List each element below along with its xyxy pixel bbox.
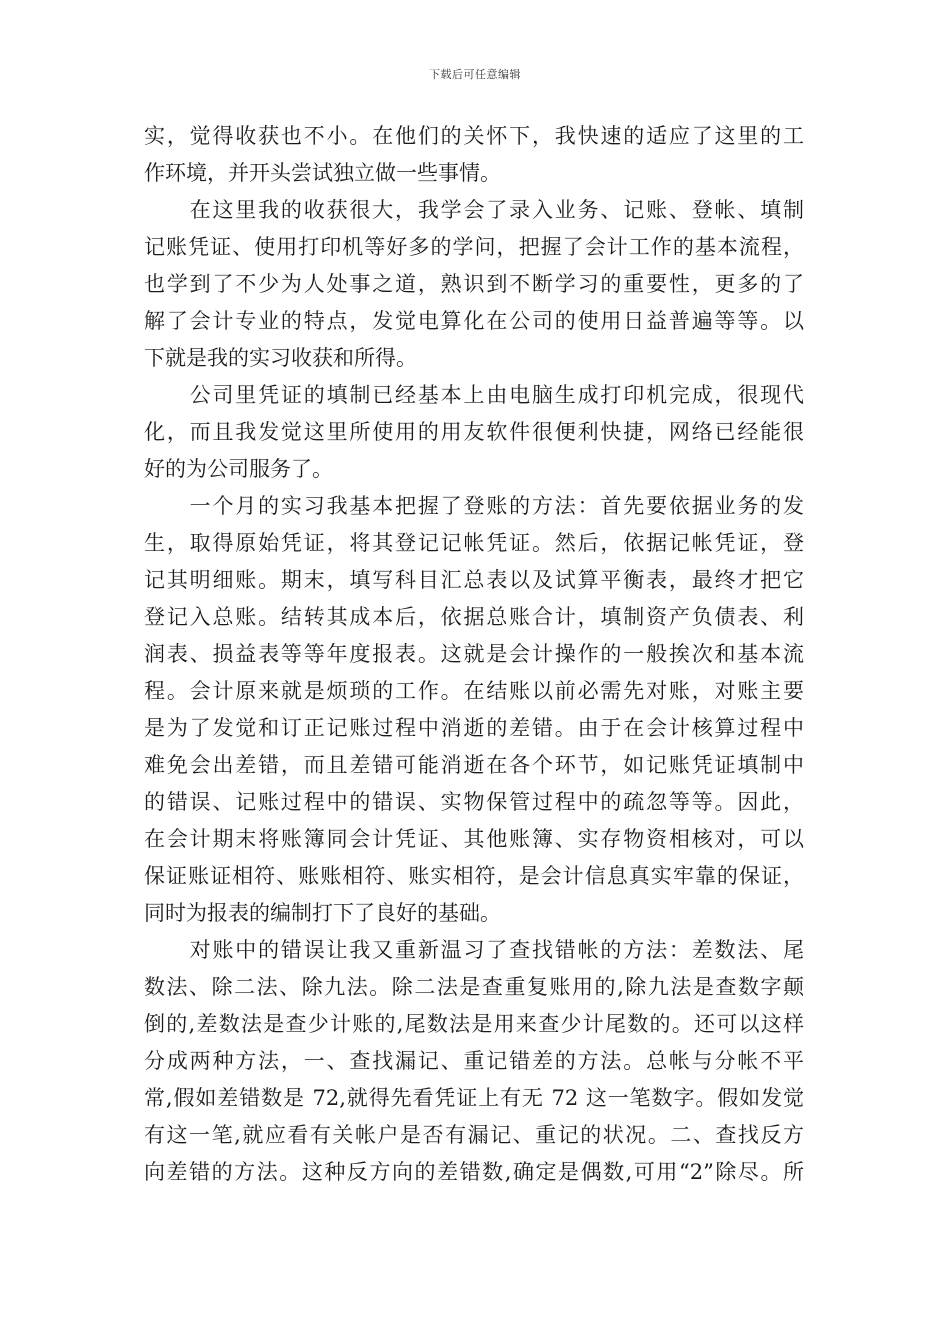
text-line: 记账凭证、使用打印机等好多的学问，把握了会计工作的基本流程， <box>144 235 804 259</box>
text-line: 也学到了不少为人处事之道，熟识到不断学习的重要性，更多的了 <box>144 272 804 296</box>
text-line: 向差错的方法。这种反方向的差错数,确定是偶数,可用“2”除尽。所 <box>144 1160 804 1184</box>
text-line: 解了会计专业的特点，发觉电算化在公司的使用日益普遍等等。以 <box>144 309 804 333</box>
text-line: 记其明细账。期末，填写科目汇总表以及试算平衡表，最终才把它 <box>144 568 804 592</box>
paragraph-1 <box>144 118 804 192</box>
text-line: 常,假如差错数是 72,就得先看凭证上有无 72 这一笔数字。假如发觉 <box>144 1086 804 1110</box>
text-line: 在会计期末将账簿同会计凭证、其他账簿、实存物资相核对，可以 <box>144 827 804 851</box>
text-line: 倒的,差数法是查少计账的,尾数法是用来查少计尾数的。还可以这样 <box>144 1012 804 1036</box>
text-line: 化，而且我发觉这里所使用的用友软件很便利快捷，网络已经能很 <box>144 420 804 444</box>
paragraph-5 <box>144 932 804 1191</box>
text-line: 是为了发觉和订正记账过程中消逝的差错。由于在会计核算过程中 <box>144 716 804 740</box>
text-line: 一个月的实习我基本把握了登账的方法：首先要依据业务的发 <box>144 494 804 518</box>
text-line: 下就是我的实习收获和所得。 <box>144 346 417 370</box>
text-line: 有这一笔,就应看有关帐户是否有漏记、重记的状况。二、查找反方 <box>144 1123 804 1147</box>
page-header: 下载后可任意编辑 <box>429 68 521 81</box>
text-line: 实，觉得收获也不小。在他们的关怀下，我快速的适应了这里的工 <box>144 124 804 148</box>
text-line: 在这里我的收获很大，我学会了录入业务、记账、登帐、填制 <box>144 198 804 222</box>
text-line: 好的为公司服务了。 <box>144 457 333 481</box>
text-line: 数法、除二法、除九法。除二法是查重复账用的,除九法是查数字颠 <box>144 975 804 999</box>
text-line: 润表、损益表等等年度报表。这就是会计操作的一般挨次和基本流 <box>144 642 804 666</box>
text-line: 保证账证相符、账账相符、账实相符，是会计信息真实牢靠的保证， <box>144 864 804 888</box>
paragraph-3 <box>144 377 804 488</box>
text-line: 生，取得原始凭证，将其登记记帐凭证。然后，依据记帐凭证，登 <box>144 531 804 555</box>
text-line: 分成两种方法，一、查找漏记、重记错差的方法。总帐与分帐不平 <box>144 1049 804 1073</box>
text-line: 对账中的错误让我又重新温习了查找错帐的方法：差数法、尾 <box>144 938 804 962</box>
text-line: 同时为报表的编制打下了良好的基础。 <box>144 901 501 925</box>
text-line: 的错误、记账过程中的错误、实物保管过程中的疏忽等等。因此， <box>144 790 804 814</box>
text-line: 作环境，并开头尝试独立做一些事情。 <box>144 161 501 185</box>
text-line: 登记入总账。结转其成本后，依据总账合计，填制资产负债表、利 <box>144 605 804 629</box>
paragraph-4 <box>144 488 804 932</box>
document-body <box>144 118 804 1191</box>
paragraph-2 <box>144 192 804 377</box>
text-line: 程。会计原来就是烦琐的工作。在结账以前必需先对账，对账主要 <box>144 679 804 703</box>
text-line: 难免会出差错，而且差错可能消逝在各个环节，如记账凭证填制中 <box>144 753 804 777</box>
text-line: 公司里凭证的填制已经基本上由电脑生成打印机完成，很现代 <box>144 383 804 407</box>
